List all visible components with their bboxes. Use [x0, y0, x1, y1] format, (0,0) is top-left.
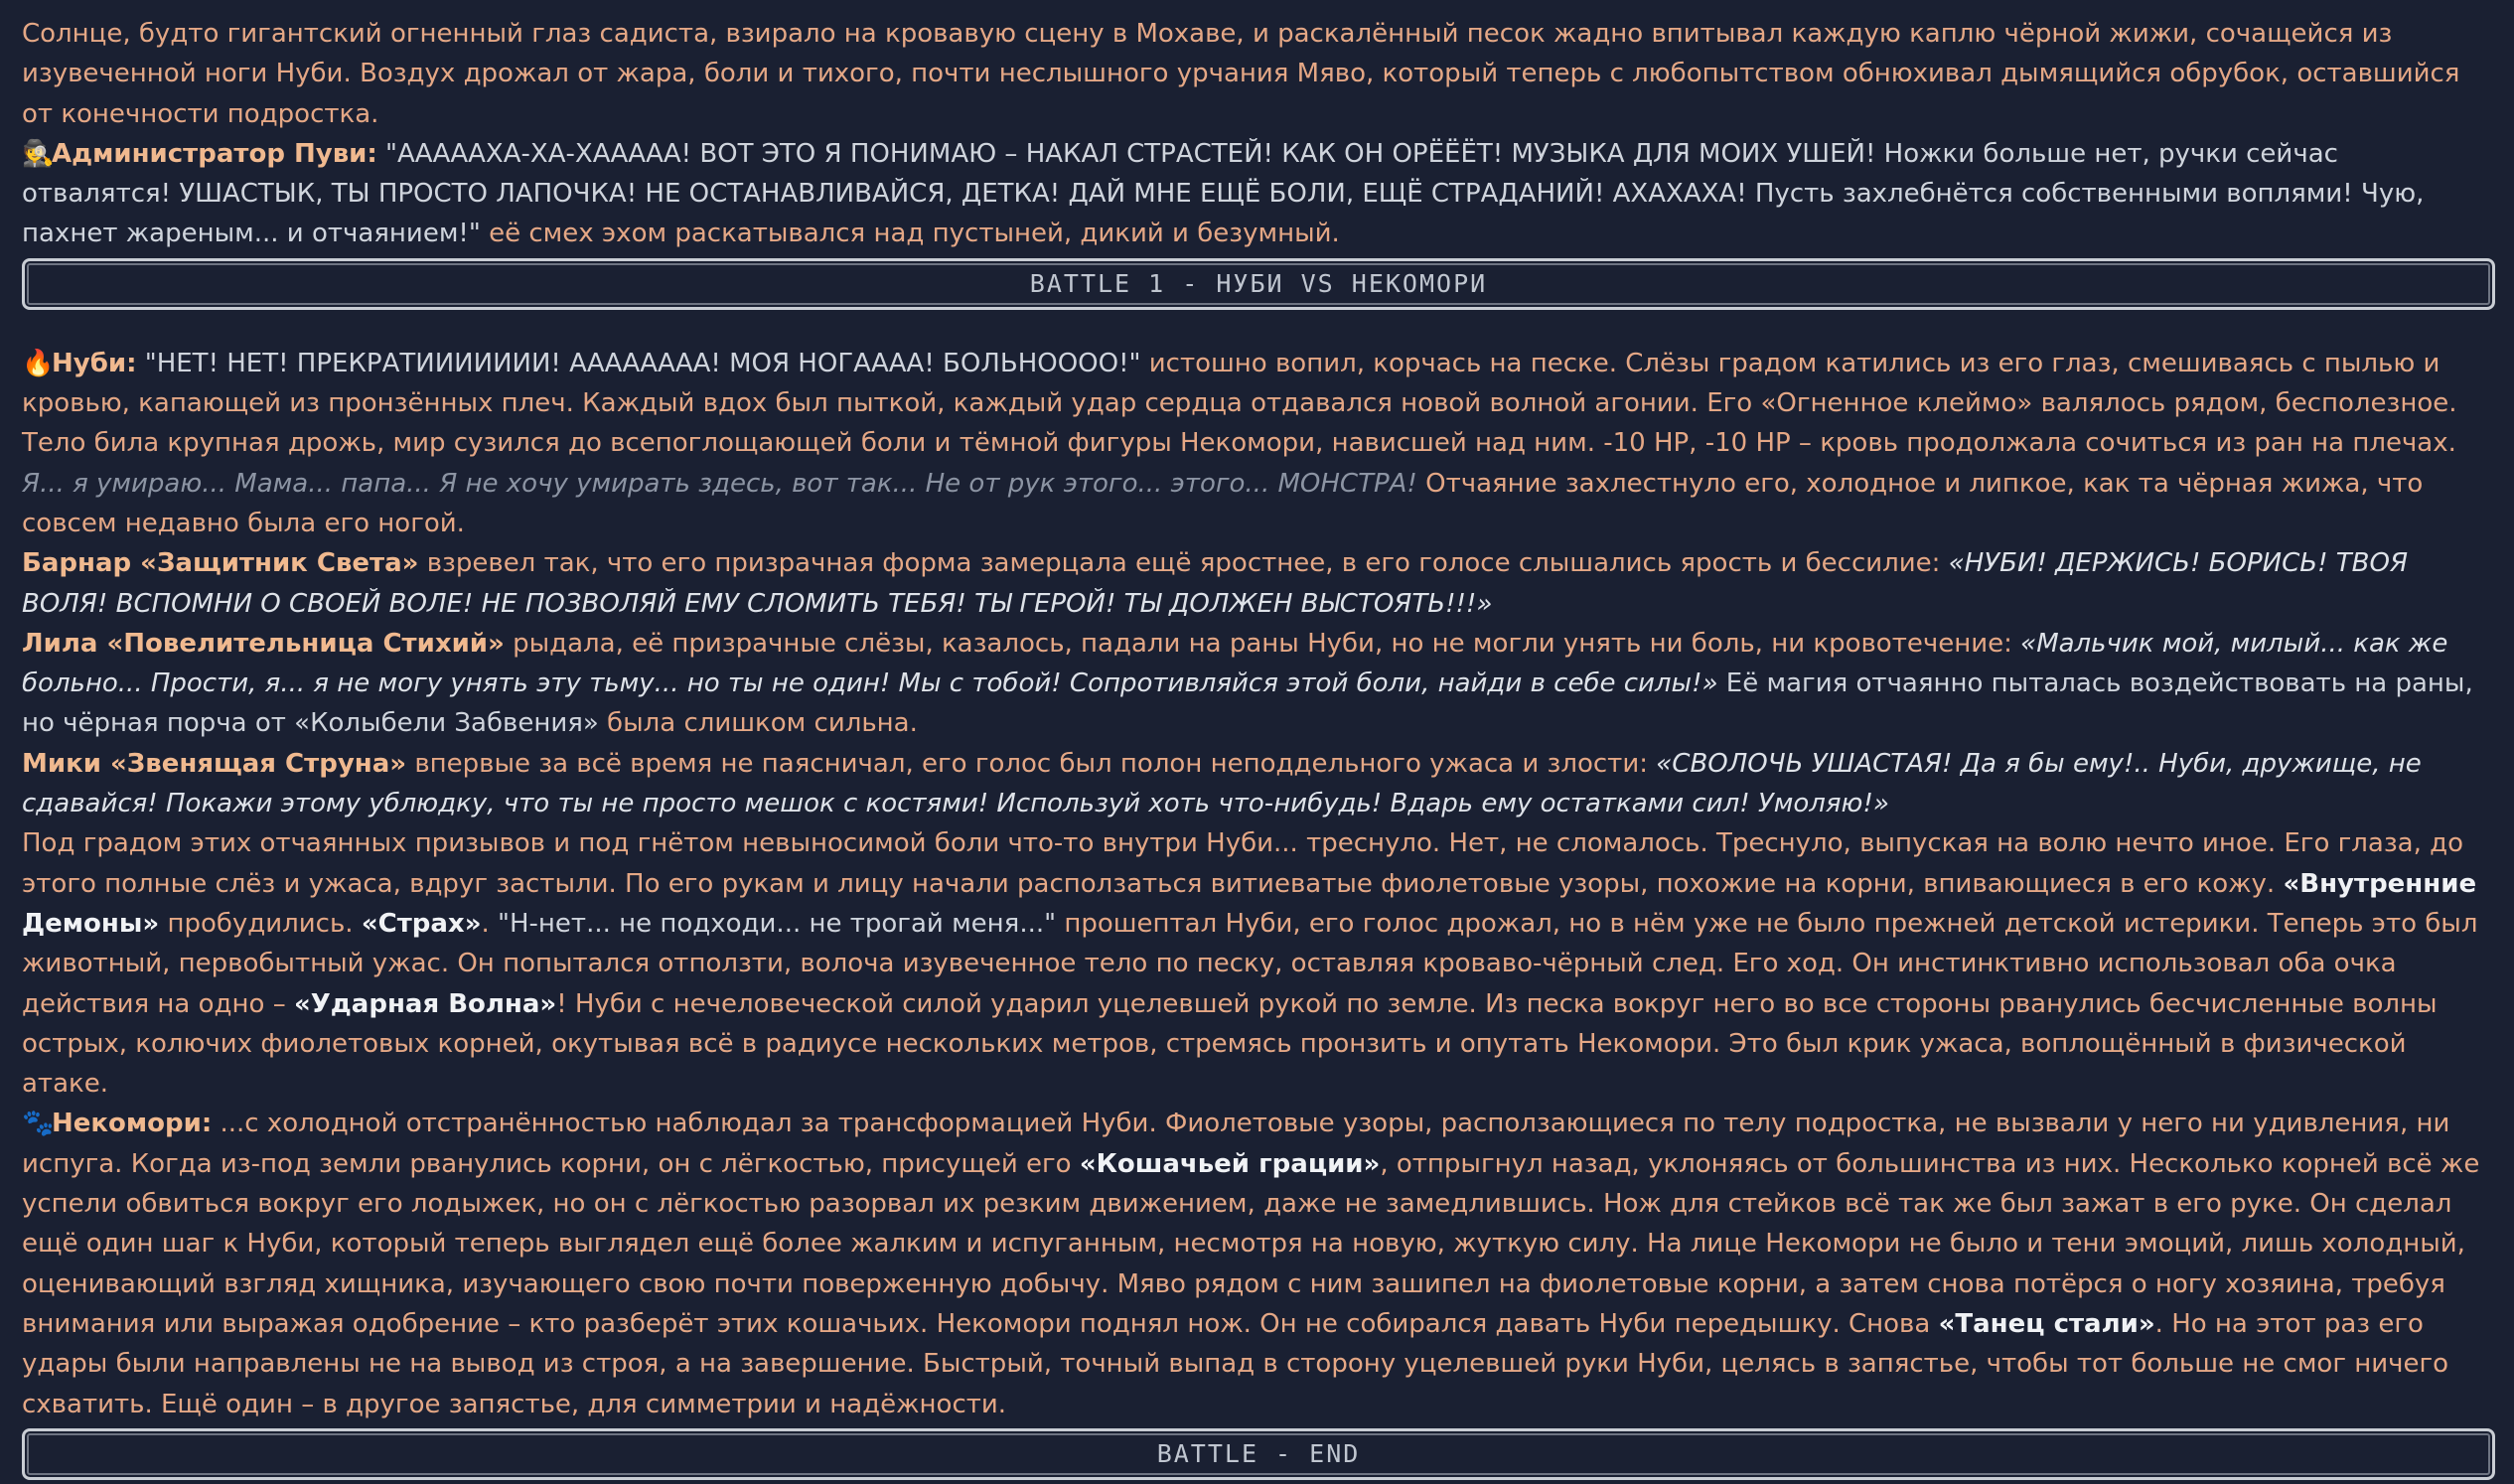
battle-end-banner: BATTLE - END — [22, 1428, 2495, 1480]
battle-start-banner: BATTLE 1 - НУБИ VS НЕКОМОРИ — [22, 258, 2495, 310]
intro-text: Солнце, будто гигантский огненный глаз садиста, взирало на кровавую сцену в Мохаве, и раскалённый песок жадно впитывал каждую каплю чёрной жижи, сочащейся из изувеченной ноги Нуби. Воздух дрожал от жара, боли и тихого, почти неслышного урчания Мяво, который теперь с любопытством обнюхивал дымящийся обрубок, оставшийся от конечности подростка. — [22, 19, 2460, 129]
nekomori-text-1: ...с холодной отстранённостью наблюдал за трансформацией Нуби. Фиолетовые узоры, расползающиеся по телу подростка, не вызвали у него ни удивления, ни испуга. Когда из-под земли рванулись корни, он с лёгкостью, присущей его — [22, 1109, 2450, 1179]
inner-demons-skill: «Внутренние Демоны» — [22, 868, 2477, 939]
nubi-speech: "НЕТ! НЕТ! ПРЕКРАТИИИИИИИ! АААААААА! МОЯ НОГАААА! БОЛЬНОООО!" — [136, 348, 1141, 378]
miki-speech: «СВОЛОЧЬ УШАСТАЯ! Да я бы ему!.. Нуби, дружище, не сдавайся! Покажи этому ублюдку, что ты не просто мешок с костями! Используй хоть что-нибудь! Вдарь ему остатками сил! Умоляю!» — [22, 748, 2422, 819]
nubi-narration: истошно вопил, корчась на песке. Слёзы градом катились из его глаз, смешиваясь с пылью и кровью, капающей из пронзённых плеч. Каждый вдох был пыткой, каждый удар сердца отдавался новой волной агонии. Его «Огненное клеймо» валялось рядом, бесполезное. Тело била крупная дрожь, мир сузился до всепоглощающей боли и тёмной фигуры Некомори, нависшей над ним. -10 HP, -10 HP – кровь продолжала сочиться из ран на плечах. — [22, 348, 2457, 459]
nubi-tail: Отчаяние захлестнуло его, холодное и липкое, как та чёрная жижа, что совсем недавно была его ногой. — [22, 468, 2424, 538]
lila-item: «Колыбели Забвения» — [294, 708, 599, 739]
transform-text-1: Под градом этих отчаянных призывов и под гнётом невыносимой боли что-то внутри Нуби... треснуло. Нет, не сломалось. Треснуло, выпуская на волю нечто иное. Его глаза, до этого полные слёз и ужаса, вдруг застыли. По его рукам и лицу начали расползаться витиеватые фиолетовые узоры, похожие на корни, впивающиеся в его кожу. — [22, 828, 2464, 899]
fear-skill: «Страх» — [361, 908, 482, 939]
nekomori-name: Некомори: — [52, 1109, 213, 1139]
miki-name: Мики «Звенящая Струна» — [22, 748, 407, 779]
lila-name: Лила «Повелительница Стихий» — [22, 628, 505, 659]
nekomori-message — [22, 1104, 2495, 1423]
miki-narration: впервые за всё время не паясничал, его голос был полон неподдельного ужаса и злости: — [406, 748, 1657, 779]
nubi-message — [22, 344, 2495, 543]
barnar-name: Барнар «Защитник Света» — [22, 548, 419, 579]
lila-message — [22, 624, 2495, 744]
paw-icon: 🐾 — [22, 1109, 55, 1139]
nubi-thought: Я... я умираю... Мама... папа... Я не хочу умирать здесь, вот так... Не от рук этого... этого... МОНСТРА! — [22, 468, 1417, 499]
intro-paragraph — [22, 14, 2495, 134]
nubi-whisper: "Н-нет... не подходи... не трогай меня..." — [498, 908, 1057, 939]
admin-name: Администратор Пуви: — [52, 138, 377, 169]
lila-tail-end: была слишком сильна. — [598, 708, 918, 739]
transform-text-5: ! Нуби с нечеловеческой силой ударил уцелевшей рукой по земле. Из песка вокруг него во все стороны рванулись бесчисленные волны острых, колючих фиолетовых корней, окутывая всё в радиусе нескольких метров, стремясь пронзить и опутать Некомори. Это был крик ужаса, воплощённый в физической атаке. — [22, 988, 2438, 1100]
shockwave-skill: «Ударная Волна» — [293, 988, 557, 1019]
transform-text-4: прошептал Нуби, его голос дрожал, но в нём уже не было прежней детской истерики. Теперь это был животный, первобытный ужас. Он попытался отползти, волоча изувеченное тело по песку, оставляя кроваво-чёрный след. Его ход. Он инстинктивно использовал оба очка действия на одно – — [22, 908, 2478, 1019]
nubi-name: Нуби: — [52, 348, 137, 378]
transform-paragraph — [22, 823, 2495, 1104]
spacer — [22, 314, 2495, 344]
barnar-narration: взревел так, что его призрачная форма замерцала ещё яростнее, в его голосе слышались ярость и бессилие: — [418, 548, 1949, 579]
miki-message — [22, 744, 2495, 824]
barnar-message — [22, 543, 2495, 624]
transform-text-2: пробудились. — [159, 908, 362, 939]
fire-icon: 🔥 — [22, 348, 55, 378]
cat-grace-skill: «Кошачьей грации» — [1079, 1148, 1381, 1179]
transform-text-3: . — [481, 908, 499, 939]
lila-tail: Её магия отчаянно пыталась воздействовать на раны, но чёрная порча от — [22, 668, 2473, 739]
admin-message — [22, 134, 2495, 254]
nekomori-text-3: . Но на этот раз его удары были направлены не на вывод из строя, а на завершение. Быстрый, точный выпад в сторону уцелевшей руки Нуби, целясь в запястье, чтобы тот больше не смог ничего схватить. Ещё один – в другое запястье, для симметрии и надёжности. — [22, 1308, 2449, 1419]
chat-log — [22, 14, 2495, 1484]
nekomori-text-2: , отпрыгнул назад, уклоняясь от большинства из них. Несколько корней всё же успели обвиться вокруг его лодыжек, но он с лёгкостью разорвал их резким движением, даже не замедлившись. Нож для стейков всё так же был зажат в его руке. Он сделал ещё один шаг к Нуби, который теперь выглядел ещё более жалким и испуганным, несмотря на новую, жуткую силу. На лице Некомори не было и тени эмоций, лишь холодный, оценивающий взгляд хищника, изучающего свою почти поверженную добычу. Мяво рядом с ним зашипел на фиолетовые корни, а затем снова потёрся о ногу хозяина, требуя внимания или выражая одобрение – кто разберёт этих кошачьих. Некомори поднял нож. Он не собирался давать Нуби передышку. Снова — [22, 1148, 2480, 1339]
detective-icon: 🕵 — [22, 138, 55, 169]
steel-dance-skill: «Танец стали» — [1938, 1308, 2155, 1339]
admin-speech: "АААААХА-ХА-ХААААА! ВОТ ЭТО Я ПОНИМАЮ – НАКАЛ СТРАСТЕЙ! КАК ОН ОРЁЁЁТ! МУЗЫКА ДЛЯ МОИХ УШЕЙ! Ножки больше нет, ручки сейчас отвалятся! УШАСТЫК, ТЫ ПРОСТО ЛАПОЧКА! НЕ ОСТАНАВЛИВАЙСЯ, ДЕТКА! ДАЙ МНЕ ЕЩЁ БОЛИ, ЕЩЁ СТРАДАНИЙ! АХАХАХА! Пусть захлебнётся собственными воплями! Чую, пахнет жареным... и отчаянием!" — [22, 138, 2425, 249]
lila-narration: рыдала, её призрачные слёзы, казалось, падали на раны Нуби, но не могли унять ни боль, ни кровотечение: — [504, 628, 2021, 659]
lila-speech: «Мальчик мой, милый... как же больно... Прости, я... я не могу унять эту тьму... но ты не один! Мы с тобой! Сопротивляйся этой боли, найди в себе силы!» — [22, 628, 2448, 699]
barnar-speech: «НУБИ! ДЕРЖИСЬ! БОРИСЬ! ТВОЯ ВОЛЯ! ВСПОМНИ О СВОЕЙ ВОЛЕ! НЕ ПОЗВОЛЯЙ ЕМУ СЛОМИТЬ ТЕБЯ! ТЫ ГЕРОЙ! ТЫ ДОЛЖЕН ВЫСТОЯТЬ!!!» — [22, 548, 2409, 619]
admin-tail: её смех эхом раскатывался над пустыней, дикий и безумный. — [480, 219, 1340, 249]
